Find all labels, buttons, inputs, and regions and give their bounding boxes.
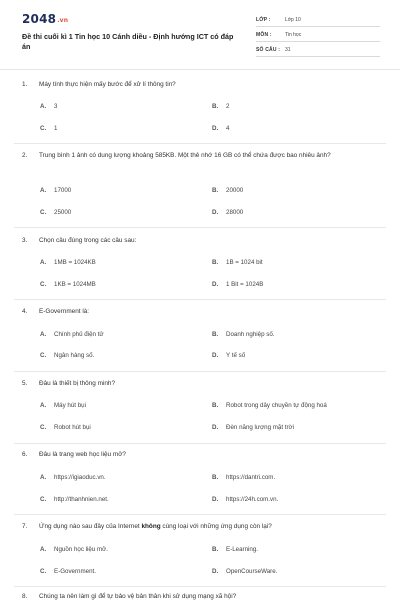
- option-letter: D.: [212, 424, 219, 431]
- option-c[interactable]: [40, 495, 109, 505]
- logo-suffix: .vn: [57, 17, 69, 24]
- question-divider: [14, 443, 386, 444]
- question-number: 7.: [22, 523, 28, 530]
- option-text: E-Learning.: [226, 546, 258, 553]
- question-1-text: [22, 79, 387, 91]
- option-letter: D.: [212, 352, 219, 359]
- question-5-text: [22, 378, 387, 390]
- option-b[interactable]: [212, 102, 229, 112]
- option-d[interactable]: [212, 423, 294, 433]
- option-text: 20000: [226, 187, 244, 194]
- option-text: 1MB = 1024KB: [54, 259, 96, 266]
- option-c[interactable]: [40, 567, 96, 577]
- question-number: 3.: [22, 237, 28, 244]
- option-a[interactable]: [40, 545, 108, 555]
- option-text: Robot hút bụi: [54, 424, 91, 431]
- question-stem: Đâu là thiết bị thông minh?: [39, 380, 116, 387]
- question-8-text: [22, 591, 387, 600]
- option-b[interactable]: [212, 401, 327, 411]
- option-letter: A.: [40, 331, 47, 338]
- option-letter: B.: [212, 546, 219, 553]
- option-d[interactable]: [212, 567, 277, 577]
- option-letter: D.: [212, 209, 219, 216]
- question-divider: [14, 371, 386, 372]
- question-divider: [14, 143, 386, 144]
- question-divider: [14, 299, 386, 300]
- option-letter: A.: [40, 402, 47, 409]
- option-letter: D.: [212, 125, 219, 132]
- option-text: 28000: [226, 209, 244, 216]
- option-text: 1 Bit = 1024B: [226, 281, 264, 288]
- option-text: Doanh nghiệp số.: [226, 331, 275, 338]
- option-text: https://dantri.com.: [226, 474, 276, 481]
- option-letter: D.: [212, 496, 219, 503]
- question-6-text: [22, 449, 387, 461]
- option-a[interactable]: [40, 330, 104, 340]
- option-letter: D.: [212, 568, 219, 575]
- option-text: OpenCourseWare.: [226, 568, 278, 575]
- option-d[interactable]: [212, 495, 278, 505]
- question-number: 6.: [22, 451, 28, 458]
- option-text: 25000: [54, 209, 72, 216]
- meta-count-label: SỐ CÂU :: [256, 47, 281, 53]
- question-number: 1.: [22, 81, 28, 88]
- option-text: 1KB = 1024MB: [54, 281, 96, 288]
- option-b[interactable]: [212, 330, 275, 340]
- question-stem: Chọn câu đúng trong các câu sau:: [39, 237, 137, 244]
- option-a[interactable]: [40, 258, 96, 268]
- question-stem: Đâu là trang web học liệu mở?: [39, 451, 126, 458]
- question-number: 8.: [22, 593, 28, 600]
- question-7-text: [22, 521, 387, 533]
- option-d[interactable]: [212, 124, 229, 134]
- option-letter: A.: [40, 546, 47, 553]
- option-text: Đèn năng lượng mặt trời: [226, 424, 294, 431]
- option-a[interactable]: [40, 473, 106, 483]
- option-letter: B.: [212, 331, 219, 338]
- option-text: Chính phủ điện tử: [54, 331, 104, 338]
- option-text: https://24h.com.vn.: [226, 496, 279, 503]
- option-c[interactable]: [40, 208, 71, 218]
- option-c[interactable]: [40, 280, 96, 290]
- exam-title: Đề thi cuối kì 1 Tin học 10 Cánh diều - Định hướng ICT có đáp án: [22, 32, 234, 51]
- option-letter: C.: [40, 125, 47, 132]
- option-b[interactable]: [212, 186, 243, 196]
- question-stem: Chúng ta nên làm gì để tự bảo vệ bản thân khi sử dụng mạng xã hội?: [39, 593, 237, 600]
- option-text: https://igiaoduc.vn.: [54, 474, 106, 481]
- option-letter: C.: [40, 281, 47, 288]
- question-number: 4.: [22, 308, 28, 315]
- question-divider: [14, 514, 386, 515]
- question-stem-start: Ứng dụng nào sau đây của Internet: [39, 523, 142, 530]
- meta-class: [256, 14, 380, 27]
- option-text: 17000: [54, 187, 72, 194]
- option-b[interactable]: [212, 545, 258, 555]
- option-letter: A.: [40, 103, 47, 110]
- page-header: [0, 0, 400, 70]
- option-text: 1: [54, 125, 58, 132]
- option-letter: C.: [40, 209, 47, 216]
- option-letter: B.: [212, 402, 219, 409]
- option-text: 4: [226, 125, 230, 132]
- option-letter: B.: [212, 474, 219, 481]
- option-letter: C.: [40, 568, 47, 575]
- option-letter: D.: [212, 281, 219, 288]
- question-stem: E-Government là:: [39, 308, 90, 315]
- meta-class-label: LỚP :: [256, 17, 271, 23]
- question-3-text: [22, 235, 387, 247]
- option-letter: C.: [40, 424, 47, 431]
- site-logo[interactable]: [22, 12, 68, 26]
- option-text: Y tế số: [226, 352, 246, 359]
- meta-count-value: 31: [285, 47, 291, 53]
- option-d[interactable]: [212, 280, 263, 290]
- option-c[interactable]: [40, 124, 57, 134]
- option-text: Robot trong dây chuyền tự động hoá: [226, 402, 327, 409]
- option-text: http://thanhnien.net.: [54, 496, 109, 503]
- option-letter: B.: [212, 187, 219, 194]
- question-4-text: [22, 306, 387, 318]
- option-c[interactable]: [40, 423, 91, 433]
- option-c[interactable]: [40, 351, 94, 361]
- option-text: Ngân hàng số.: [54, 352, 95, 359]
- meta-subject: [256, 29, 380, 42]
- option-text: 3: [54, 103, 58, 110]
- meta-subject-value: Tin học: [285, 32, 302, 38]
- option-text: Nguồn học liệu mở.: [54, 546, 108, 553]
- question-stem-end: cùng loại với những ứng dụng còn lại?: [160, 523, 272, 530]
- option-text: 2: [226, 103, 230, 110]
- option-a[interactable]: [40, 186, 71, 196]
- option-letter: A.: [40, 187, 47, 194]
- meta-subject-label: MÔN :: [256, 32, 272, 38]
- option-letter: A.: [40, 474, 47, 481]
- question-divider: [14, 227, 386, 228]
- option-a[interactable]: [40, 401, 86, 411]
- question-stem: Máy tính thực hiện mấy bước để xử lí thông tin?: [39, 81, 176, 88]
- option-letter: B.: [212, 103, 219, 110]
- question-number: 5.: [22, 380, 28, 387]
- option-text: 1B = 1024 bit: [226, 259, 263, 266]
- logo-main: 2048: [22, 12, 57, 26]
- option-b[interactable]: [212, 473, 275, 483]
- option-letter: C.: [40, 352, 47, 359]
- question-stem-emphasis: không: [141, 523, 161, 530]
- option-letter: C.: [40, 496, 47, 503]
- question-divider: [14, 586, 386, 587]
- question-stem: Trung bình 1 ảnh có dung lượng khoảng 585KB. Một thẻ nhớ 16 GB có thể chứa được bao nhiêu ảnh?: [39, 152, 331, 159]
- exam-meta: [256, 14, 380, 59]
- option-text: Máy hút bụi: [54, 402, 86, 409]
- question-2-text: [22, 150, 387, 162]
- option-letter: A.: [40, 259, 47, 266]
- option-a[interactable]: [40, 102, 57, 112]
- option-b[interactable]: [212, 258, 263, 268]
- option-d[interactable]: [212, 208, 243, 218]
- meta-class-value: Lớp 10: [285, 17, 301, 23]
- question-number: 2.: [22, 152, 28, 159]
- option-letter: B.: [212, 259, 219, 266]
- option-text: E-Government.: [54, 568, 96, 575]
- option-d[interactable]: [212, 351, 245, 361]
- meta-count: [256, 44, 380, 57]
